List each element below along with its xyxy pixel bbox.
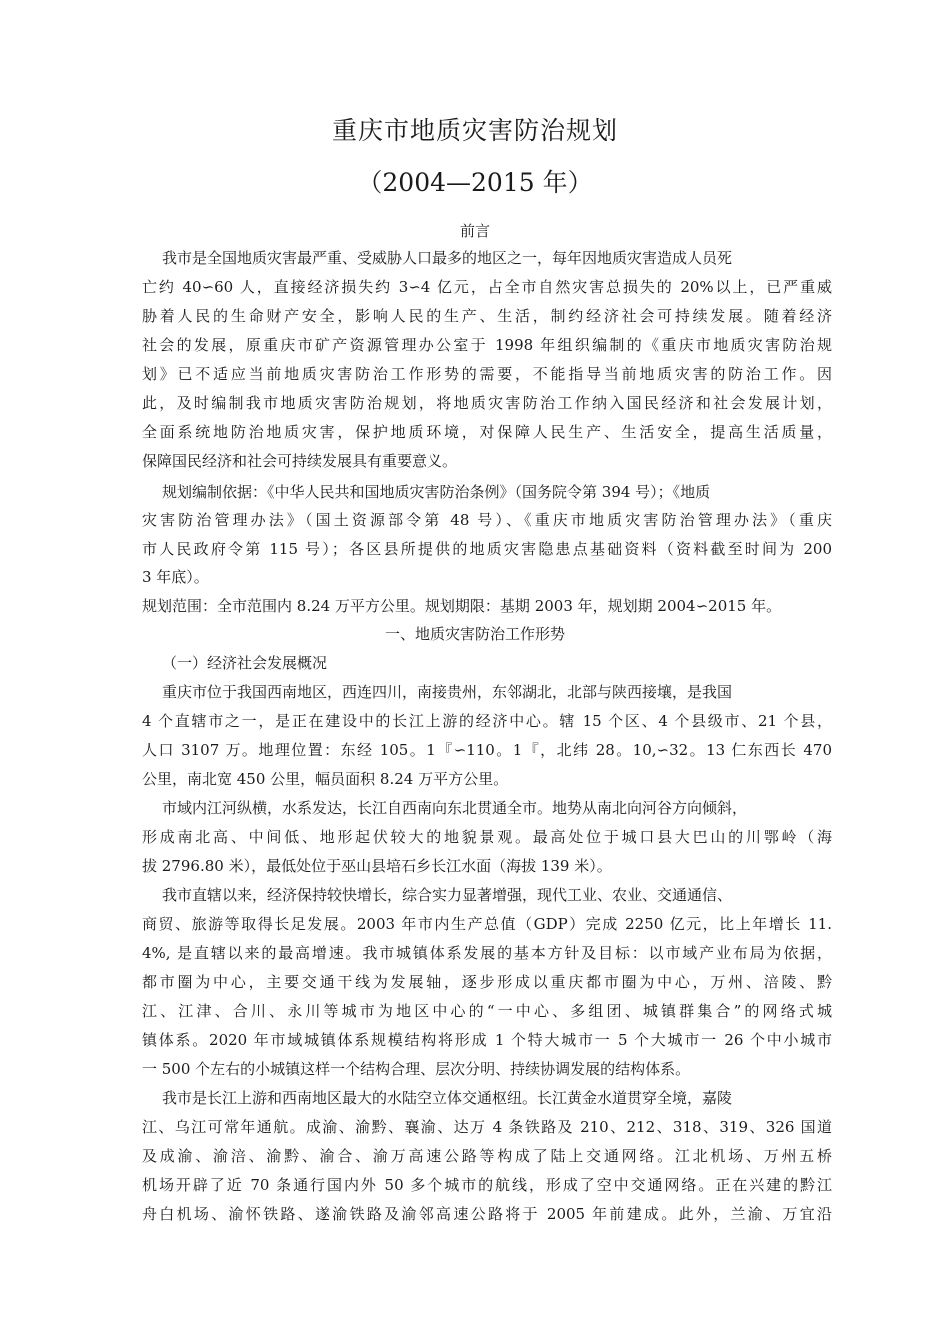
text-line: 市域内江河纵横，水系发达，长江自西南向东北贯通全市。地势从南北向河谷方向倾斜，: [162, 799, 748, 817]
text-line: 及成渝、渝涪、渝黔、渝合、渝万高速公路等构成了陆上交通网络。江北机场、万州五桥: [142, 1147, 832, 1165]
text-line: 规划范围：全市范围内 8.24 万平方公里。规划期限：基期 2003 年，规划期 2004∽2015 年。: [142, 597, 782, 615]
text-line: 社会的发展，原重庆市矿产资源管理办公室于 1998 年组织编制的《重庆市地质灾害防治规: [142, 336, 832, 354]
text-line: 4%, 是直辖以来的最高增速。我市城镇体系发展的基本方针及目标：以市域产业布局为依据，: [142, 944, 832, 962]
document-title: 重庆市地质灾害防治规划: [331, 116, 618, 145]
text-line: 保障国民经济和社会可持续发展具有重要意义。: [142, 452, 458, 470]
subsection-heading: （一）经济社会发展概况: [162, 654, 328, 672]
text-line: 舟白机场、渝怀铁路、遂渝铁路及渝邻高速公路将于 2005 年前建成。此外，兰渝、万宜沿: [142, 1205, 832, 1223]
text-line: 公里，南北宽 450 公里，幅员面积 8.24 万平方公里。: [142, 770, 509, 788]
text-line: 一 500 个左右的小城镇这样一个结构合理、层次分明、持续协调发展的结构体系。: [142, 1060, 691, 1078]
text-line: 重庆市位于我国西南地区，西连四川，南接贵州，东邻湖北，北部与陕西接壤，是我国: [162, 683, 733, 701]
text-line: 拔 2796.80 米），最低处位于巫山县培石乡长江水面（海拔 139 米）。: [142, 857, 612, 875]
text-line: 3 年底）。: [142, 568, 209, 586]
text-line: 机场开辟了近 70 条通行国内外 50 多个城市的航线，形成了空中交通网络。正在兴建的黔江: [142, 1176, 832, 1194]
text-line: 市人民政府令第 115 号）；各区县所提供的地质灾害隐患点基础资料（资料截至时间为 200: [142, 540, 832, 558]
text-line: 全面系统地防治地质灾害，保护地质环境，对保障人民生产、生活安全，提高生活质量，: [142, 423, 832, 441]
text-line: 划》已不适应当前地质灾害防治工作形势的需要，不能指导当前地质灾害的防治工作。因: [142, 365, 832, 383]
text-line: 规划编制依据：《中华人民共和国地质灾害防治条例》（国务院令第 394 号）；《地质: [162, 483, 711, 501]
text-line: 灾害防治管理办法》（国土资源部令第 48 号）、《重庆市地质灾害防治管理办法》（重庆: [142, 511, 832, 529]
text-line: 胁着人民的生命财产安全，影响人民的生产、生活，制约经济社会可持续发展。随着经济: [142, 307, 832, 325]
document-subtitle: （2004—2015 年）: [357, 168, 593, 197]
text-line: 我市是全国地质灾害最严重、受威胁人口最多的地区之一，每年因地质灾害造成人员死: [162, 249, 733, 267]
text-line: 此，及时编制我市地质灾害防治规划，将地质灾害防治工作纳入国民经济和社会发展计划，: [142, 394, 832, 412]
text-line: 镇体系。2020 年市域城镇体系规模结构将形成 1 个特大城市一 5 个大城市一 26 个中小城市: [142, 1031, 832, 1049]
text-line: 江、乌江可常年通航。成渝、渝黔、襄渝、达万 4 条铁路及 210、212、318、319、326 国道: [142, 1118, 832, 1136]
text-line: 我市直辖以来，经济保持较快增长，综合实力显著增强，现代工业、农业、交通通信、: [162, 886, 733, 904]
section-heading: 一、地质灾害防治工作形势: [384, 625, 565, 643]
text-line: 商贸、旅游等取得长足发展。2003 年市内生产总值（GDP）完成 2250 亿元，比上年增长 11.: [142, 915, 832, 933]
text-line: 江、江津、合川、永川等城市为地区中心的“一中心、多组团、城镇群集合”的网络式城: [142, 1002, 832, 1020]
text-line: 4 个直辖市之一，是正在建设中的长江上游的经济中心。辖 15 个区、4 个县级市、21 个县，: [142, 712, 832, 730]
text-line: 形成南北高、中间低、地形起伏较大的地貌景观。最高处位于城口县大巴山的川鄂岭（海: [142, 828, 832, 846]
text-line: 亡约 40∽60 人，直接经济损失约 3∽4 亿元，占全市自然灾害总损失的 20%以上，已严重威: [142, 278, 832, 296]
text-line: 我市是长江上游和西南地区最大的水陆空立体交通枢纽。长江黄金水道贯穿全境，嘉陵: [162, 1089, 733, 1107]
text-line: 都市圈为中心，主要交通干线为发展轴，逐步形成以重庆都市圈为中心，万州、涪陵、黔: [142, 973, 832, 991]
text-line: 人口 3107 万。地理位置：东经 105。1『∽110。1『，北纬 28。10,∽32。13 仁东西长 470: [142, 741, 832, 759]
preface-heading: 前言: [459, 222, 490, 240]
